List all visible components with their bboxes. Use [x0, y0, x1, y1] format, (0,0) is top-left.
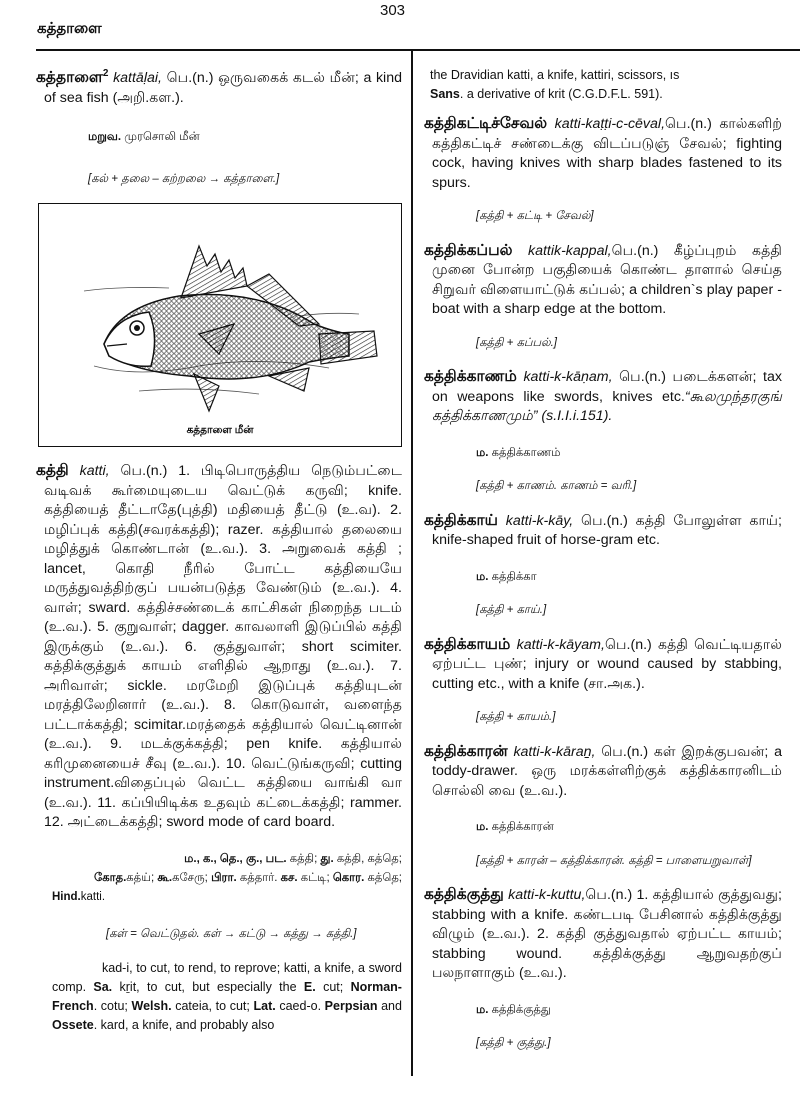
headword: கத்திக்காணம் [424, 368, 517, 385]
part-of-speech: பெ.(n.) [604, 636, 652, 653]
etymology: [கள் = வெட்டுதல். கள் → கட்டு → கத்து → கத்தி.] [106, 928, 357, 941]
part-of-speech: பெ.(n.) [120, 463, 168, 480]
transliteration: katti-k-kāy, [505, 512, 574, 529]
transliteration: katti-k-kāyam, [516, 636, 605, 653]
transliteration: katti-k-kuttu, [508, 887, 586, 903]
entry-kattalai [36, 64, 402, 108]
entry-kattik-kappal [424, 241, 782, 320]
definition: கத்தி வெட்டியதால் ஏற்பட்ட புண்; injury or wound caused by stabbing, cutting etc., with a knife (சா.அக.). [432, 636, 782, 692]
entry-katti-k-kanam [424, 367, 782, 427]
definition: கீழ்ப்புறம் கத்தி முனை போன்ற பகுதியைக் கொண்ட தாளால் செய்த சிறுவர் விளையாட்டுக் கப்பல்; a children`s play paper - boat with a sharp edge at the bottom. [432, 242, 782, 317]
etymology: [கத்தி + காணம். காணம் = வரி.] [476, 480, 637, 492]
entry-katti-katti-c-ceval [424, 114, 782, 193]
entry-katti-k-kuttu [424, 885, 782, 984]
etymology: [கத்தி + காய்.] [476, 604, 547, 616]
headword: கத்திக்கப்பல் [424, 241, 513, 259]
definition: கத்தி போலுள்ள காய்; knife-shaped fruit of horse-gram etc. [432, 512, 782, 548]
page-number: 303 [380, 2, 406, 19]
headword: கத்திக்குத்து [424, 886, 504, 903]
definition: கள் இறக்குபவன்; a toddy-drawer. ஒரு மரக்கள்ளிற்குக் கத்திக்காரனிடம் சொல்லி வை (உ.வ.). [432, 743, 782, 799]
cognates: ம., க., தெ., கு., பட. கத்தி; து. கத்தி, கத்தெ; கோத.கத்ய்; கூ.கசேரு; பிரா. கத்தார். கச. கட்டி; கொர. கத்தெ; [94, 852, 402, 884]
transliteration: kattik-kappal, [527, 242, 612, 259]
part-of-speech: பெ.(n.) [611, 242, 659, 259]
fish-drawing-icon [59, 216, 379, 416]
left-column [36, 64, 402, 1035]
headword: கத்திக்காயம் [424, 635, 511, 653]
part-of-speech: பெ.(n.) [665, 116, 712, 132]
entry-katti [36, 461, 402, 833]
transliteration: katti-kaṭṭi-c-cēval, [554, 116, 666, 132]
cognate: ம. கத்திக்காரன் [476, 821, 554, 833]
part-of-speech: பெ.(n.) [601, 743, 649, 760]
figure-caption: கத்தாளை மீன் [186, 423, 254, 436]
headword: கத்தி [36, 462, 69, 480]
definition: 1. பிடிபொருத்திய நெடும்பட்டை வடிவக் கூர்மையுடைய வெட்டுக் கருவி; knife. கத்தியைத் தீட்டாதே(புத்தி) மதியைத் தீட்டு (உ.வ). 2. மழிப்புக் கத்தி(சவரக்கத்தி); razer. கத்தியால் தலையை மழித்துக் கொண்டான் (உ.வ.). 3. அறுவைக் கத்தி ; lancet, கொதி நீரில் போட்ட கத்தியையே மருத்துவத்திற்குப் பயன்படுத்த வேண்டும் (உ.வ.). 4. வாள்; sward. கத்திச்சண்டைக் காட்சிகள் நிறைந்த படம் (உ.வ.). 5. குறுவாள்; dagger. காவலாளி இடுப்பில் கத்தி இருக்கும் (உ.வ.). 6. குத்துவாள்; short scimiter. கத்திக்குத்துக் காயம் எளிதில் ஆறாது (உ.வ.). 7. அரிவாள்; sickle. மரமேறி இடுப்புக் கத்தியுடன் மரத்திலேறினார் (உ.வ.). 8. கொடுவாள், வளைந்த பட்டாக்கத்தி; scimitar.மரத்தைக் கத்தியால் வெட்டினான் (உ.வ.). 9. மடக்குக்கத்தி; pen knife. கத்தியால் கரிமுனையைச் சீவு (உ.வ.). 10. வெட்டுங்கருவி; cutting instrument.விதைப்புல் வெட்ட கத்தியை வாங்கி வா (உ.வ.). 11. கப்பியிடிக்க உதவும் கட்டைக்கத்தி; rammer. 12. அட்டைக்கத்தி; sword mode of card board. [44, 463, 402, 831]
synonym-line: மறுவ. முரசொலி மீன் [88, 131, 200, 144]
headword: கத்தாளை$^2$ [36, 68, 109, 87]
part-of-speech: பெ.(n.) [166, 70, 214, 87]
cognate: ம. கத்திக்குத்து [476, 1003, 551, 1016]
headword: கத்திகட்டிச்சேவல் [424, 115, 548, 132]
definition: 1. கத்தியால் குத்துவது; stabbing with a knife. கண்டபடி பேசினால் கத்திக்குத்து விழும் (உ.வ.). 2. கத்தி குத்துவதால் ஏற்பட்ட காயம்; stabbing wound. கத்திக்குத்து ஆறுவதற்குப் பலநாளாகும் (உ.வ.). [432, 887, 783, 981]
cognate: ம. கத்திக்கா [476, 570, 537, 583]
entry-katti-k-kayam [424, 635, 782, 695]
part-of-speech: பெ.(n.) [585, 887, 633, 903]
cognates-hindi: Hind.katti. [52, 890, 106, 903]
entry-katti-k-kay [424, 511, 782, 551]
etymology: [கல் + தலை – கற்றலை → கத்தாளை.] [88, 172, 280, 185]
quotation: “கூலமுந்தரகுங் கத்திக்காணமும்” [432, 388, 782, 424]
citation: (s.I.I.i.151). [541, 408, 613, 424]
etymology: [கத்தி + குத்து.] [476, 1037, 551, 1049]
etymology: [கத்தி + காரன் – கத்திக்காரன். கத்தி = பாளையறுவாள்] [476, 854, 752, 867]
etymology: [கத்தி + கப்பல்.] [476, 336, 557, 349]
etymology-note: kad-i, to cut, to rend, to reprove; katti, a knife, a sword comp. Sa. kṟit, to cut, but especially the E. cut; Norman-French. cotu; Welsh. cateia, to cut; Lat. caed-o. Perpsian and Ossete. kard, a knife, and probably also [52, 960, 402, 1032]
etymology: [கத்தி + கட்டி + சேவல்] [476, 210, 594, 222]
entry-katti-k-karan [424, 742, 782, 802]
fish-illustration [38, 203, 402, 447]
cognate: ம. கத்திக்காணம் [476, 446, 561, 459]
part-of-speech: பெ.(n.) [581, 512, 628, 529]
definition: ஒருவகைக் கடல் மீன்; a kind of sea fish (அறி.கள.). [44, 70, 402, 106]
transliteration: katti, [79, 463, 110, 480]
column-rule [411, 51, 413, 1076]
headword: கத்திக்காரன் [424, 742, 508, 760]
definition: கால்களிற் கத்திகட்டிச் சண்டைக்கு விடப்படுஞ் சேவல்; fighting cock, having knives with sharp blades fastened to its spurs. [432, 116, 782, 191]
etymology-note-continued: the Dravidian katti, a knife, kattiri, scissors, ıs Sans. a derivative of krit (C.G.D.F.L. 591). [430, 68, 680, 101]
transliteration: kattāḷai, [113, 70, 162, 87]
right-column [424, 66, 782, 1068]
header-rule [36, 49, 800, 51]
headword: கத்திக்காய் [424, 511, 498, 529]
etymology: [கத்தி + காயம்.] [476, 711, 556, 723]
transliteration: katti-k-kāṇam, [523, 369, 613, 385]
transliteration: katti-k-kāraṉ, [513, 743, 596, 760]
part-of-speech: பெ.(n.) [619, 369, 666, 385]
running-head: கத்தாளை [37, 20, 102, 37]
definition: படைக்களன்; tax on weapons like swords, knives etc. [432, 369, 782, 405]
